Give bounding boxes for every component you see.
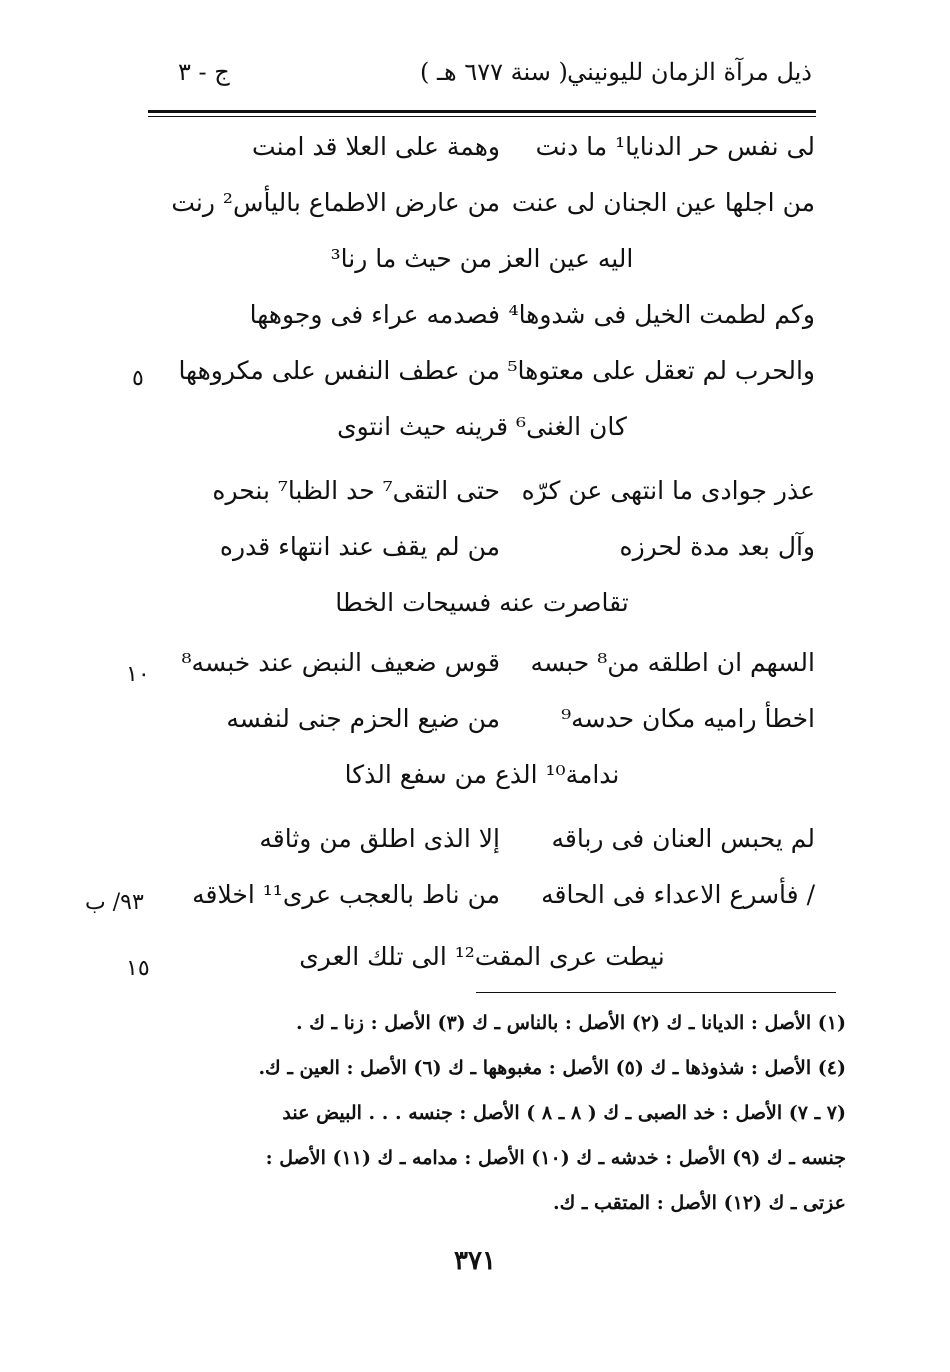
footnote-line: (٤) الأصل : شذوذها ـ ك (٥) الأصل : مغبوهها ـ ك (٦) الأصل : العين ـ ك. bbox=[258, 1057, 846, 1079]
verse-center-line: تقاصرت عنه فسيحات الخطا bbox=[335, 588, 629, 617]
year-label: ( سنة ٦٧٧ هـ ) bbox=[420, 58, 568, 86]
verse-second-hemistich: قوس ضعيف النبض عند خبسه⁸ bbox=[181, 648, 500, 677]
book-title: ذيل مرآة الزمان لليونيني bbox=[567, 58, 812, 86]
footnote-line: (٧ ـ ٧) الأصل : خد الصبى ـ ك ( ٨ ـ ٨ ) الأصل : جنسه . . . البيض عند bbox=[282, 1102, 846, 1124]
page-number: ٣٧١ bbox=[454, 1246, 496, 1276]
header-rule-thick bbox=[148, 110, 816, 113]
verse-center-line: ندامة¹⁰ الذع من سفع الذكا bbox=[344, 760, 620, 789]
verse-second-hemistich: من ناط بالعجب عرى¹¹ اخلاقه bbox=[192, 880, 500, 909]
footnote-line: جنسه ـ ك (٩) الأصل : خدشه ـ ك (١٠) الأصل : مدامه ـ ك (١١) الأصل : bbox=[265, 1147, 846, 1169]
verse-first-hemistich: السهم ان اطلقه من⁸ حبسه bbox=[530, 648, 815, 677]
verse-second-hemistich: حتى التقى⁷ حد الظبا⁷ بنحره bbox=[212, 476, 500, 505]
verse-second-hemistich: إلا الذى اطلق من وثاقه bbox=[259, 824, 500, 853]
footnote-line: (١) الأصل : الديانا ـ ك (٢) الأصل : بالناس ـ ك (٣) الأصل : زنا ـ ك . bbox=[296, 1012, 846, 1034]
verse-second-hemistich: من عطف النفس على مكروهها bbox=[178, 356, 500, 385]
line-number-10: ١٠ bbox=[126, 662, 150, 687]
line-number-15: ١٥ bbox=[126, 956, 150, 981]
verse-center-line: نيطت عرى المقت¹² الى تلك العرى bbox=[299, 942, 665, 971]
verse-center-line: كان الغنى⁶ قرينه حيث انتوى bbox=[337, 412, 627, 441]
verse-second-hemistich: من عارض الاطماع باليأس² رنت bbox=[171, 188, 500, 217]
header-rule-thin bbox=[148, 116, 816, 117]
verse-first-hemistich: لى نفس حر الدنايا¹ ما دنت bbox=[535, 132, 815, 161]
verse-first-hemistich: من اجلها عين الجنان لى عنت bbox=[511, 188, 815, 217]
volume-label: ج - ٣ bbox=[178, 58, 230, 86]
footnote-separator bbox=[476, 992, 836, 993]
verse-second-hemistich: فصدمه عراء فى وجوهها bbox=[249, 300, 500, 329]
footnote-line: عزتى ـ ك (١٢) الأصل : المتقب ـ ك. bbox=[552, 1192, 846, 1214]
verse-first-hemistich: وكم لطمت الخيل فى شدوها⁴ bbox=[508, 300, 815, 329]
verse-second-hemistich: من لم يقف عند انتهاء قدره bbox=[219, 532, 500, 561]
verse-center-line: اليه عين العز من حيث ما رنا³ bbox=[330, 244, 634, 273]
folio-marker: ٩٣/ ب bbox=[85, 890, 144, 915]
verse-first-hemistich: / فأسرع الاعداء فى الحاقه bbox=[541, 880, 815, 909]
line-number-5: ٥ bbox=[132, 366, 144, 391]
verse-first-hemistich: وآل بعد مدة لحرزه bbox=[619, 532, 815, 561]
verse-first-hemistich: عذر جوادى ما انتهى عن كرّه bbox=[521, 476, 815, 505]
verse-first-hemistich: والحرب لم تعقل على معتوها⁵ bbox=[507, 356, 815, 385]
verse-second-hemistich: وهمة على العلا قد امنت bbox=[252, 132, 500, 161]
verse-first-hemistich: اخطأ راميه مكان حدسه⁹ bbox=[561, 704, 815, 733]
verse-first-hemistich: لم يحبس العنان فى رباقه bbox=[551, 824, 815, 853]
verse-second-hemistich: من ضيع الحزم جنى لنفسه bbox=[226, 704, 500, 733]
